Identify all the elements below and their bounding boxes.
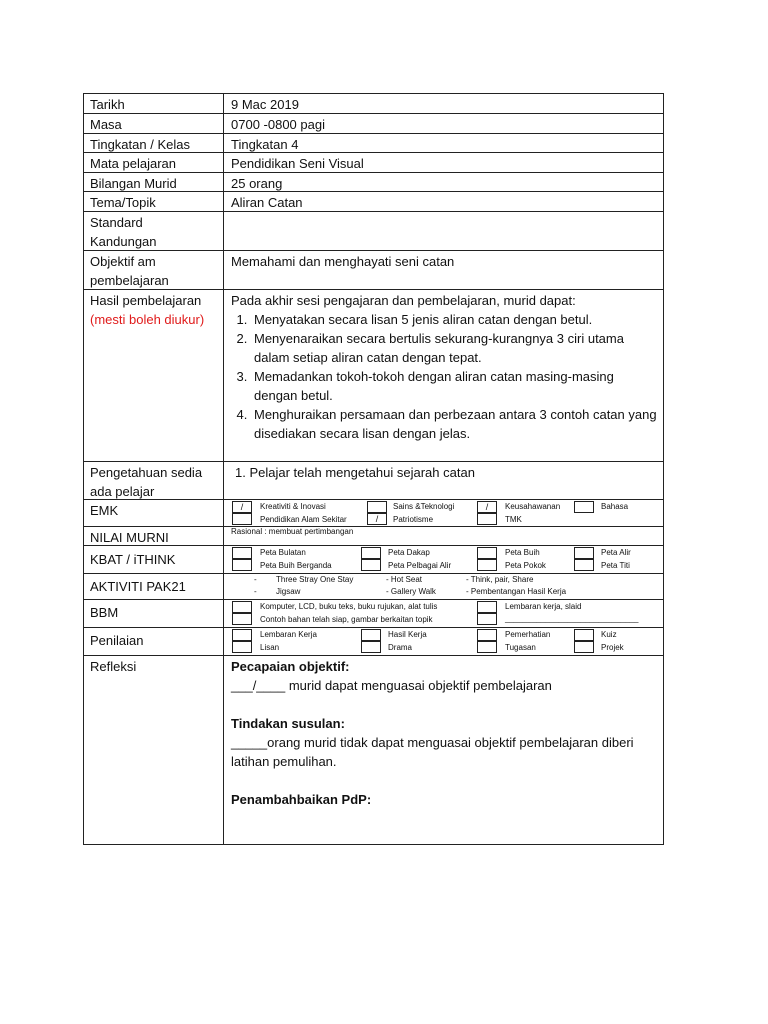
kbat-checkbox-5: [477, 547, 497, 559]
label-hasil: [84, 290, 224, 461]
hasil-intro: Pada akhir sesi pengajaran dan pembelajaran, murid dapat:: [231, 293, 576, 308]
label-bbm: BBM: [84, 600, 224, 627]
label-tarikh: Tarikh: [84, 94, 224, 113]
emk-keusahawanan: Keusahawanan: [505, 502, 561, 511]
kbat-peta-bulatan: Peta Bulatan: [260, 548, 306, 557]
kbat-checkbox-4: [361, 559, 381, 571]
row-nilai-murni: [84, 526, 663, 545]
label-objektif-1: Objektif am: [90, 254, 156, 269]
value-refleksi: [225, 656, 663, 844]
kbat-checkbox-1: [232, 547, 252, 559]
penilaian-pemerhatian: Pemerhatian: [505, 630, 551, 639]
aktiviti-think-pair: - Think, pair, Share: [466, 575, 534, 584]
value-nilai-murni: Rasional : membuat pertimbangan: [231, 527, 354, 536]
bbm-checkbox-4: [477, 613, 497, 625]
kbat-peta-pelbagai-alir: Peta Pelbagai Alir: [388, 561, 452, 570]
penilaian-checkbox-6: [477, 641, 497, 653]
label-objektif: [84, 251, 224, 289]
emk-bahasa: Bahasa: [601, 502, 629, 511]
emk-checkbox-1: /: [232, 501, 252, 513]
penilaian-checkbox-7: [574, 629, 594, 641]
row-refleksi: [84, 655, 663, 844]
value-bilangan-murid: 25 orang: [231, 176, 283, 191]
bbm-contoh-bahan: Contoh bahan telah siap, gambar berkaitan topik: [260, 615, 433, 624]
label-penilaian: Penilaian: [84, 628, 224, 655]
emk-tmk: TMK: [505, 515, 522, 524]
kbat-checkbox-2: [232, 559, 252, 571]
hasil-list: [231, 310, 657, 443]
kbat-peta-buih: Peta Buih: [505, 548, 540, 557]
penilaian-lisan: Lisan: [260, 643, 280, 652]
label-tema: Tema/Topik: [84, 192, 224, 211]
emk-alam-sekitar: Pendidikan Alam Sekitar: [260, 515, 347, 524]
bbm-checkbox-2: [232, 613, 252, 625]
hasil-item-4: 4. Menghuraikan persamaan dan perbezaan antara 3 contoh catan yang disediakan secara lisan dengan jelas.: [251, 405, 657, 443]
penilaian-checkbox-2: [232, 641, 252, 653]
aktiviti-jigsaw: Jigsaw: [276, 587, 301, 596]
row-emk: [84, 499, 663, 526]
refleksi-tindakan-line: _____orang murid tidak dapat menguasai objektif pembelajaran diberi latihan pemulihan.: [231, 735, 634, 769]
label-aktiviti: AKTIVITI PAK21: [84, 574, 224, 599]
aktiviti-bullet-1: -: [254, 575, 257, 584]
refleksi-pencapaian-heading: Pecapaian objektif:: [231, 659, 350, 674]
label-pengetahuan-1: Pengetahuan sedia: [90, 465, 203, 480]
kbat-peta-alir: Peta Alir: [601, 548, 631, 557]
refleksi-penambahbaikan-heading: Penambahbaikan PdP:: [231, 792, 372, 807]
penilaian-kuiz: Kuiz: [601, 630, 617, 639]
label-kandungan: Kandungan: [90, 234, 157, 249]
label-bilangan-murid: Bilangan Murid: [84, 173, 224, 191]
row-pengetahuan: [84, 461, 663, 499]
row-penilaian: [84, 627, 663, 655]
hasil-item-3: 3. Memadankan tokoh-tokoh dengan aliran catan masing-masing dengan betul.: [251, 367, 657, 405]
kbat-peta-pokok: Peta Pokok: [505, 561, 546, 570]
label-standard: Standard: [90, 215, 143, 230]
value-hasil: [225, 290, 663, 461]
label-pengetahuan: [84, 462, 224, 499]
value-mata-pelajaran: Pendidikan Seni Visual: [231, 156, 364, 171]
value-tema: Aliran Catan: [231, 195, 303, 210]
label-kbat: KBAT / iTHINK: [84, 546, 224, 573]
value-standard-kandungan: [225, 212, 663, 250]
penilaian-checkbox-1: [232, 629, 252, 641]
emk-checkbox-7: [574, 501, 594, 513]
label-standard-kandungan: [84, 212, 224, 250]
emk-checkbox-3: [367, 501, 387, 513]
kbat-checkbox-7: [574, 547, 594, 559]
penilaian-drama: Drama: [388, 643, 413, 652]
bbm-komputer: Komputer, LCD, buku teks, buku rujukan, alat tulis: [260, 602, 438, 611]
lesson-plan-table: [83, 93, 664, 845]
row-standard-kandungan: [84, 211, 663, 250]
emk-sains: Sains &Teknologi: [393, 502, 455, 511]
row-bbm: [84, 599, 663, 627]
aktiviti-hot-seat: - Hot Seat: [386, 575, 423, 584]
penilaian-projek: Projek: [601, 643, 624, 652]
row-objektif: [84, 250, 663, 289]
kbat-peta-buih-berganda: Peta Buih Berganda: [260, 561, 332, 570]
kbat-peta-dakap: Peta Dakap: [388, 548, 430, 557]
value-tingkatan: Tingkatan 4: [231, 137, 299, 152]
row-kbat: [84, 545, 663, 573]
row-tarikh: [84, 94, 663, 113]
kbat-checkbox-6: [477, 559, 497, 571]
value-objektif: Memahami dan menghayati seni catan: [231, 254, 455, 269]
hasil-item-2: 2. Menyenaraikan secara bertulis sekurang-kurangnya 3 ciri utama dalam setiap aliran catan dengan tepat.: [251, 329, 657, 367]
label-pengetahuan-2: ada pelajar: [90, 484, 155, 499]
bbm-checkbox-3: [477, 601, 497, 613]
label-tingkatan: Tingkatan / Kelas: [84, 134, 224, 152]
row-aktiviti: [84, 573, 663, 599]
kbat-checkbox-3: [361, 547, 381, 559]
row-bilangan-murid: [84, 172, 663, 191]
bbm-lembaran-kerja: Lembaran kerja, slaid: [505, 602, 582, 611]
penilaian-checkbox-4: [361, 641, 381, 653]
bbm-blank-line: ______________________________: [505, 614, 639, 623]
aktiviti-bullet-2: -: [254, 587, 257, 596]
label-hasil-red: (mesti boleh diukur): [90, 312, 205, 327]
aktiviti-three-stray: Three Stray One Stay: [276, 575, 354, 584]
emk-checkbox-5: /: [477, 501, 497, 513]
value-pengetahuan: 1. Pelajar telah mengetahui sejarah catan: [235, 465, 475, 480]
penilaian-hasil-kerja: Hasil Kerja: [388, 630, 427, 639]
value-masa: 0700 -0800 pagi: [231, 117, 325, 132]
row-masa: [84, 113, 663, 133]
label-emk: EMK: [84, 500, 224, 526]
row-mata-pelajaran: [84, 152, 663, 172]
kbat-checkbox-8: [574, 559, 594, 571]
penilaian-tugasan: Tugasan: [505, 643, 536, 652]
penilaian-lembaran-kerja: Lembaran Kerja: [260, 630, 317, 639]
emk-patriotisme: Patriotisme: [393, 515, 434, 524]
label-nilai-murni: NILAI MURNI: [84, 527, 224, 545]
label-objektif-2: pembelajaran: [90, 273, 169, 288]
row-hasil-pembelajaran: [84, 289, 663, 461]
aktiviti-pembentangan: - Pembentangan Hasil Kerja: [466, 587, 567, 596]
hasil-item-1: 1. Menyatakan secara lisan 5 jenis aliran catan dengan betul.: [251, 310, 657, 329]
value-tarikh: 9 Mac 2019: [231, 97, 299, 112]
penilaian-checkbox-3: [361, 629, 381, 641]
refleksi-pencapaian-line: ___/____ murid dapat menguasai objektif pembelajaran: [231, 678, 552, 693]
penilaian-checkbox-8: [574, 641, 594, 653]
kbat-peta-titi: Peta Titi: [601, 561, 630, 570]
label-mata-pelajaran: Mata pelajaran: [84, 153, 224, 172]
aktiviti-gallery-walk: - Gallery Walk: [386, 587, 436, 596]
penilaian-checkbox-5: [477, 629, 497, 641]
emk-checkbox-2: [232, 513, 252, 525]
emk-kreativiti: Kreativiti & Inovasi: [260, 502, 326, 511]
bbm-checkbox-1: [232, 601, 252, 613]
label-hasil-text: Hasil pembelajaran: [90, 293, 202, 308]
refleksi-tindakan-heading: Tindakan susulan:: [231, 716, 345, 731]
label-refleksi: Refleksi: [84, 656, 224, 844]
emk-checkbox-4: /: [367, 513, 387, 525]
label-masa: Masa: [84, 114, 224, 133]
emk-checkbox-6: [477, 513, 497, 525]
row-tingkatan: [84, 133, 663, 152]
row-tema: [84, 191, 663, 211]
